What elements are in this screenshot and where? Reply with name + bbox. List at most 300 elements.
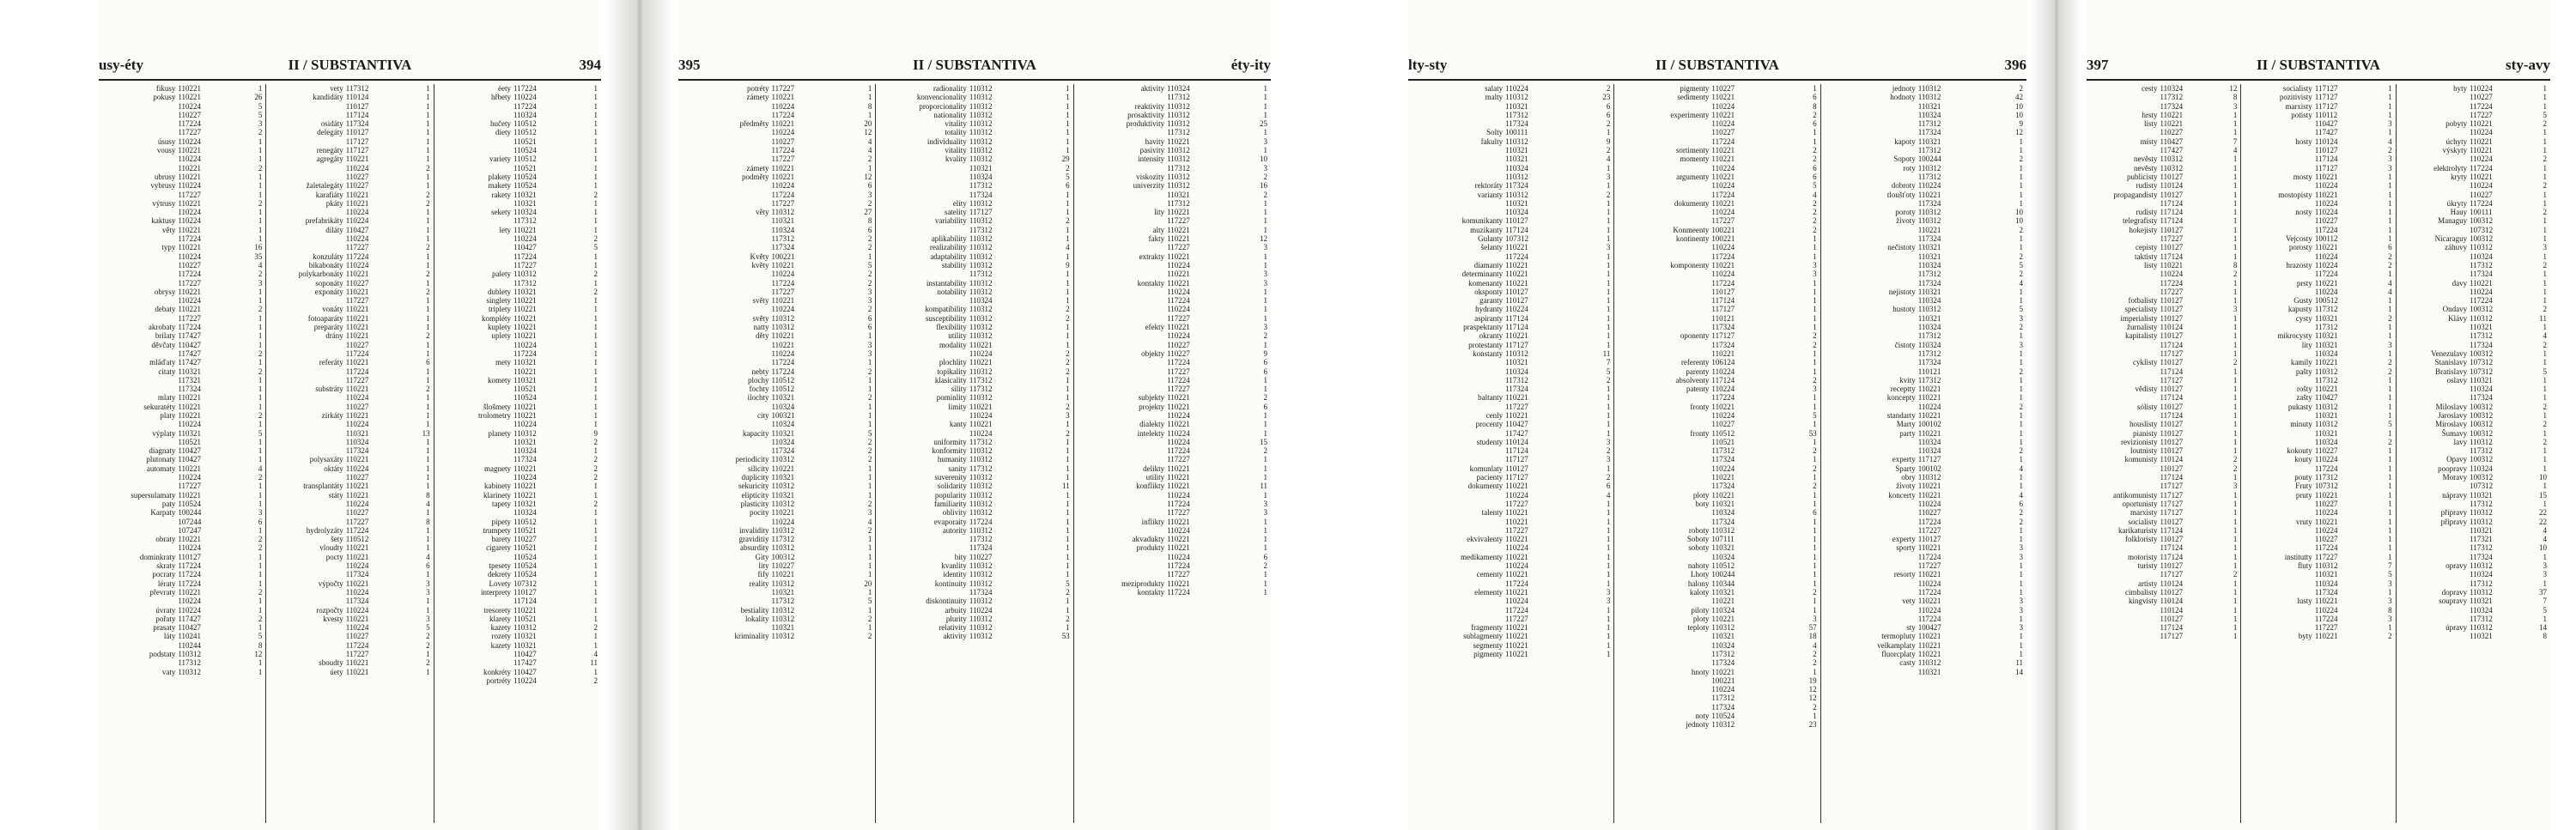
- tag-code: 110321: [771, 473, 795, 482]
- frequency: 1: [2233, 561, 2238, 571]
- entry-row: [2241, 279, 2395, 288]
- entry-row: [1074, 561, 1271, 570]
- headword: [2397, 553, 2470, 561]
- entry-row: [434, 376, 601, 385]
- frequency: 2: [1813, 375, 1817, 385]
- frequency: 4: [1813, 640, 1817, 650]
- frequency: 1: [2543, 163, 2547, 173]
- tag-code: 110312: [969, 473, 993, 482]
- headword: bity: [954, 552, 967, 561]
- headword: automaty: [146, 463, 176, 473]
- headword: Klávy: [2448, 313, 2468, 323]
- tag-code: 117224: [1167, 296, 1190, 306]
- tag-code: 110224: [1167, 331, 1190, 341]
- tag-code: 107312: [2470, 358, 2494, 367]
- headword: poopravy: [2438, 463, 2468, 473]
- page-2: [678, 0, 1271, 830]
- headword: argumenty: [1676, 172, 1710, 181]
- headword: antikomunisty: [2112, 490, 2158, 500]
- headword: [2087, 464, 2160, 473]
- headword: [2087, 199, 2160, 208]
- frequency: 1: [2233, 517, 2238, 526]
- entry-row: [2087, 288, 2240, 296]
- headword: životy: [1896, 482, 1916, 491]
- tag-code: 117227: [771, 287, 795, 296]
- frequency: 1: [1066, 437, 1070, 446]
- entry-row: [1408, 323, 1613, 331]
- frequency: 1: [1066, 331, 1070, 341]
- tag-code: 110127: [178, 552, 202, 561]
- entry-column: [1613, 84, 1820, 823]
- headword: [2241, 438, 2314, 446]
- headword: Miroslavy: [2435, 420, 2468, 429]
- tag-code: 110221: [1917, 225, 1941, 234]
- entry-row: [2087, 358, 2240, 367]
- entry-row: [2397, 385, 2550, 393]
- entry-row: [1074, 411, 1271, 420]
- headword: žurnalisty: [2126, 323, 2158, 332]
- headword: [876, 429, 969, 438]
- frequency: 3: [2543, 570, 2547, 579]
- tag-code: 110224: [2470, 181, 2493, 191]
- tag-code: 110312: [1505, 93, 1528, 102]
- frequency: 3: [2019, 597, 2023, 606]
- frequency: 3: [1263, 136, 1267, 146]
- frequency: 1: [426, 420, 430, 429]
- entry-row: [99, 579, 265, 588]
- tag-code: 110224: [513, 340, 537, 349]
- frequency: 1: [593, 110, 598, 119]
- frequency: 3: [1813, 614, 1817, 623]
- entry-row: [1074, 216, 1271, 225]
- headword: nebty: [751, 367, 769, 376]
- tag-code: 110221: [513, 305, 537, 314]
- frequency: 3: [2233, 101, 2238, 111]
- frequency: 1: [593, 535, 598, 544]
- frequency: 1: [426, 482, 430, 491]
- frequency: 12: [2229, 84, 2238, 93]
- entry-row: [876, 252, 1072, 261]
- frequency: 1: [258, 296, 263, 306]
- headword: [1074, 270, 1167, 278]
- tag-code: 110312: [969, 234, 993, 244]
- frequency: 1: [1606, 640, 1611, 650]
- frequency: 1: [1813, 543, 1817, 553]
- headword: prasaty: [153, 623, 176, 633]
- frequency: 1: [258, 402, 263, 411]
- entry-row: [876, 376, 1072, 385]
- tag-code: 110224: [771, 305, 795, 314]
- headword: jednoty: [1686, 720, 1710, 730]
- headword: [1074, 500, 1167, 508]
- frequency: 8: [867, 216, 872, 226]
- tag-code: 110224: [1711, 181, 1735, 191]
- entry-row: [99, 597, 265, 605]
- tag-code: 110524: [513, 393, 537, 403]
- headword: kaloty: [1689, 587, 1710, 597]
- tag-code: 117224: [771, 146, 795, 155]
- headword: lokality: [744, 614, 769, 623]
- frequency: 1: [426, 251, 430, 261]
- entry-row: [2241, 597, 2395, 605]
- tag-code: 110227: [1711, 84, 1735, 93]
- tag-code: 110221: [771, 93, 795, 102]
- entry-row: [2087, 482, 2240, 490]
- tag-code: 117324: [1505, 181, 1528, 191]
- headword: šlošmety: [483, 402, 512, 411]
- frequency: 1: [426, 128, 430, 137]
- tag-code: 110221: [771, 119, 795, 129]
- frequency: 1: [2019, 561, 2023, 571]
- frequency: 1: [426, 455, 430, 464]
- entry-row: [99, 668, 265, 676]
- frequency: 1: [2388, 508, 2392, 518]
- frequency: 2: [1263, 393, 1267, 403]
- tag-code: 110221: [969, 420, 993, 429]
- tag-code: 110221: [345, 490, 369, 500]
- entry-row: [876, 173, 1072, 181]
- headword: okranty: [1479, 331, 1504, 341]
- center-head: II / SUBSTANTIVA: [288, 57, 412, 73]
- frequency: 5: [258, 632, 263, 641]
- tag-code: 110221: [1505, 552, 1528, 561]
- tag-code: 117127: [2160, 499, 2184, 508]
- entry-row: [678, 606, 875, 615]
- entry-row: [1408, 234, 1613, 243]
- frequency: 1: [258, 154, 263, 164]
- frequency: 1: [593, 552, 598, 561]
- tag-code: 110127: [1711, 287, 1735, 296]
- headword: lity: [1154, 208, 1165, 217]
- headword: opravy: [2445, 561, 2468, 571]
- headword: [266, 518, 345, 526]
- tag-code: 110224: [1711, 208, 1735, 217]
- headword: [1821, 119, 1918, 128]
- headword: medikamenty: [1461, 552, 1504, 561]
- headword: [1614, 270, 1711, 278]
- headword: komety: [488, 375, 512, 385]
- frequency: 1: [1066, 278, 1070, 288]
- headword: aktivity: [943, 632, 967, 641]
- headword: [434, 102, 513, 111]
- tag-code: 110227: [345, 473, 369, 482]
- tag-code: 117227: [1505, 525, 1528, 535]
- entry-row: [99, 455, 265, 463]
- entry-row: [2241, 296, 2395, 305]
- headword: davy: [2451, 278, 2468, 288]
- frequency: 1: [2019, 650, 2023, 658]
- frequency: 1: [2543, 190, 2547, 199]
- tag-code: 110321: [771, 623, 795, 633]
- tag-code: 110221: [1167, 420, 1190, 429]
- frequency: 1: [2019, 420, 2023, 429]
- headword: [266, 164, 345, 173]
- frequency: 2: [1263, 190, 1267, 199]
- tag-code: 110521: [513, 614, 537, 623]
- frequency: 3: [2019, 340, 2023, 349]
- headword: zirkáty: [321, 410, 343, 420]
- entry-row: [1821, 588, 2026, 597]
- headword: [434, 137, 513, 146]
- headword: lératy: [157, 579, 176, 588]
- entry-row: [1408, 146, 1613, 154]
- headword: rakety: [491, 190, 512, 199]
- tag-code: 117312: [1917, 375, 1941, 385]
- tag-code: 110127: [2160, 614, 2184, 623]
- tag-code: 110221: [1167, 482, 1190, 491]
- headword: protestanty: [1468, 340, 1504, 349]
- headword: soboty: [1688, 543, 1710, 553]
- tag-code: 110227: [771, 136, 795, 146]
- frequency: 12: [2014, 128, 2023, 137]
- entry-row: [266, 341, 433, 349]
- entry-row: [2087, 191, 2240, 199]
- headword: hustoty: [1893, 305, 1916, 314]
- headword: [1074, 296, 1167, 305]
- frequency: 1: [2233, 225, 2238, 234]
- headword: sekety: [491, 208, 512, 217]
- tag-code: 110321: [513, 287, 537, 296]
- frequency: 1: [258, 623, 263, 633]
- tag-code: 110224: [513, 420, 537, 429]
- tag-code: 110221: [1167, 579, 1190, 588]
- frequency: 1: [426, 597, 430, 606]
- entry-row: [2241, 553, 2395, 561]
- entry-row: [1614, 676, 1820, 685]
- frequency: 2: [2388, 313, 2392, 323]
- entry-row: [2241, 535, 2395, 543]
- frequency: 1: [2233, 323, 2238, 332]
- frequency: 4: [1066, 243, 1070, 252]
- tag-code: 110227: [345, 402, 369, 411]
- headword: [1408, 111, 1505, 119]
- entry-row: [2241, 411, 2395, 420]
- entry-columns: [1408, 84, 2026, 823]
- headword: [434, 341, 513, 349]
- entry-row: [2241, 216, 2395, 225]
- tag-code: 110312: [969, 136, 993, 146]
- entry-row: [1074, 154, 1271, 163]
- headword: fotoaparáty: [307, 313, 343, 323]
- tag-code: 110221: [1711, 348, 1735, 358]
- entry-row: [2087, 518, 2240, 526]
- headword: [1074, 526, 1167, 535]
- headword: turisty: [2137, 561, 2158, 571]
- frequency: 1: [1813, 490, 1817, 500]
- headword: úchyty: [2445, 136, 2468, 146]
- headword: [434, 261, 513, 270]
- entry-row: [678, 420, 875, 428]
- headword: [2087, 128, 2160, 136]
- headword: [266, 137, 345, 146]
- frequency: 1: [426, 216, 430, 226]
- tag-code: 110312: [969, 119, 993, 129]
- entry-row: [2397, 526, 2550, 535]
- tag-code: 110427: [345, 225, 369, 234]
- tag-code: 100312: [771, 552, 795, 561]
- frequency: 1: [2388, 190, 2392, 199]
- headword: podstaty: [149, 650, 176, 658]
- headword: světy: [752, 296, 769, 306]
- frequency: 3: [2019, 623, 2023, 633]
- frequency: 2: [1263, 561, 1267, 571]
- header-rule: [2087, 79, 2550, 81]
- frequency: 1: [1606, 420, 1611, 429]
- entry-row: [876, 341, 1072, 349]
- tag-code: 110312: [771, 499, 795, 508]
- tag-code: 110521: [513, 385, 537, 394]
- entry-row: [434, 323, 601, 331]
- frequency: 1: [1263, 455, 1267, 464]
- headword: potréty: [746, 84, 769, 93]
- tag-code: 117312: [1711, 446, 1735, 456]
- headword: kvanlity: [941, 561, 967, 571]
- frequency: 1: [258, 208, 263, 217]
- frequency: 1: [2543, 84, 2547, 93]
- tag-code: 117224: [2314, 270, 2338, 279]
- headword: kandidáty: [313, 93, 343, 102]
- frequency: 1: [593, 420, 598, 429]
- tag-code: 117312: [2470, 499, 2493, 508]
- tag-code: 110427: [178, 340, 202, 349]
- headword: pocraty: [152, 570, 176, 579]
- frequency: 1: [1606, 410, 1611, 420]
- headword: [2397, 393, 2470, 402]
- running-head: [678, 53, 1271, 77]
- frequency: 5: [2543, 605, 2547, 615]
- headword: kuplety: [488, 323, 512, 332]
- frequency: 2: [426, 243, 430, 252]
- headword: [1408, 403, 1505, 411]
- tag-code: 117224: [1167, 375, 1190, 385]
- frequency: 2: [2543, 119, 2547, 129]
- tag-code: 117224: [513, 348, 537, 358]
- entry-row: [2241, 358, 2395, 367]
- frequency: 1: [1263, 128, 1267, 137]
- headword: cesty: [2141, 84, 2158, 93]
- headword: mety: [495, 358, 512, 367]
- frequency: 6: [867, 313, 872, 323]
- frequency: 1: [1066, 101, 1070, 111]
- tag-code: 110221: [1505, 640, 1528, 650]
- entry-row: [266, 331, 433, 340]
- entry-row: [876, 606, 1072, 615]
- entry-row: [434, 676, 601, 685]
- entry-row: [1614, 288, 1820, 296]
- frequency: 2: [593, 287, 598, 296]
- frequency: 1: [2388, 296, 2392, 306]
- headword: aplikability: [931, 234, 967, 244]
- headword: popularity: [934, 490, 967, 500]
- headword: [2087, 367, 2160, 376]
- headword: [434, 164, 513, 173]
- entry-row: [434, 393, 601, 402]
- headword: varianty: [1477, 190, 1504, 199]
- headword: Karpaty: [150, 508, 176, 518]
- entry-row: [99, 146, 265, 154]
- tag-code: 117227: [2314, 623, 2338, 633]
- frequency: 1: [2543, 136, 2547, 146]
- tag-code: 117127: [969, 208, 993, 217]
- frequency: 4: [2019, 490, 2023, 500]
- frequency: 1: [258, 499, 263, 508]
- entry-row: [1408, 261, 1613, 270]
- headword: [1614, 243, 1711, 251]
- headword: [99, 349, 178, 358]
- headword: [1614, 508, 1711, 517]
- frequency: 1: [593, 163, 598, 173]
- entry-row: [434, 279, 601, 288]
- tag-code: 117224: [1711, 251, 1735, 261]
- tag-code: 100312: [2470, 473, 2494, 482]
- entry-row: [1614, 429, 1820, 438]
- frequency: 1: [426, 93, 430, 102]
- entry-row: [2087, 464, 2240, 473]
- frequency: 1: [2388, 225, 2392, 234]
- headword: dobroty: [1891, 181, 1916, 191]
- tag-code: 117124: [2160, 410, 2184, 420]
- entry-row: [2241, 208, 2395, 216]
- tag-code: 117312: [969, 535, 993, 544]
- entry-row: [1408, 615, 1613, 623]
- frequency: 1: [1606, 296, 1611, 306]
- left-head: usy-éty: [99, 57, 143, 73]
- frequency: 1: [2543, 482, 2547, 491]
- frequency: 12: [254, 650, 263, 658]
- headword: [2397, 615, 2470, 623]
- headword: casty: [1899, 658, 1916, 668]
- entry-row: [2087, 146, 2240, 154]
- frequency: 1: [1263, 84, 1267, 93]
- headword: zámety: [746, 163, 769, 173]
- tag-code: 117312: [1917, 331, 1941, 341]
- frequency: 1: [1813, 313, 1817, 323]
- entry-row: [2397, 420, 2550, 428]
- tag-code: 110524: [1711, 712, 1735, 721]
- frequency: 1: [593, 260, 598, 270]
- headword: cigarety: [486, 543, 512, 553]
- tag-code: 110312: [1505, 136, 1528, 146]
- entry-row: [434, 367, 601, 376]
- entry-row: [678, 314, 875, 323]
- tag-code: 110321: [1917, 667, 1941, 676]
- frequency: 1: [2388, 535, 2392, 544]
- frequency: 2: [593, 676, 598, 685]
- entry-row: [2241, 446, 2395, 455]
- headword: elektrolyty: [2433, 163, 2468, 173]
- tag-code: 110127: [2160, 517, 2184, 526]
- entry-row: [1074, 288, 1271, 296]
- frequency: 1: [1606, 340, 1611, 349]
- entry-row: [876, 164, 1072, 173]
- frequency: 1: [867, 463, 872, 473]
- tag-code: 110221: [345, 410, 369, 420]
- entry-row: [876, 111, 1072, 119]
- tag-code: 110127: [2160, 331, 2184, 341]
- tag-code: 110221: [2470, 136, 2493, 146]
- frequency: 12: [1808, 694, 1817, 703]
- headword: Stanislavy: [2434, 358, 2468, 367]
- headword: hosty: [2295, 136, 2312, 146]
- frequency: 20: [864, 579, 872, 588]
- headword: předměty: [739, 119, 769, 129]
- headword: [99, 482, 178, 490]
- tag-code: 110221: [2470, 278, 2493, 288]
- headword: kriminality: [734, 632, 769, 641]
- frequency: 27: [864, 208, 872, 217]
- entry-row: [434, 518, 601, 526]
- tag-code: 110312: [1917, 163, 1941, 173]
